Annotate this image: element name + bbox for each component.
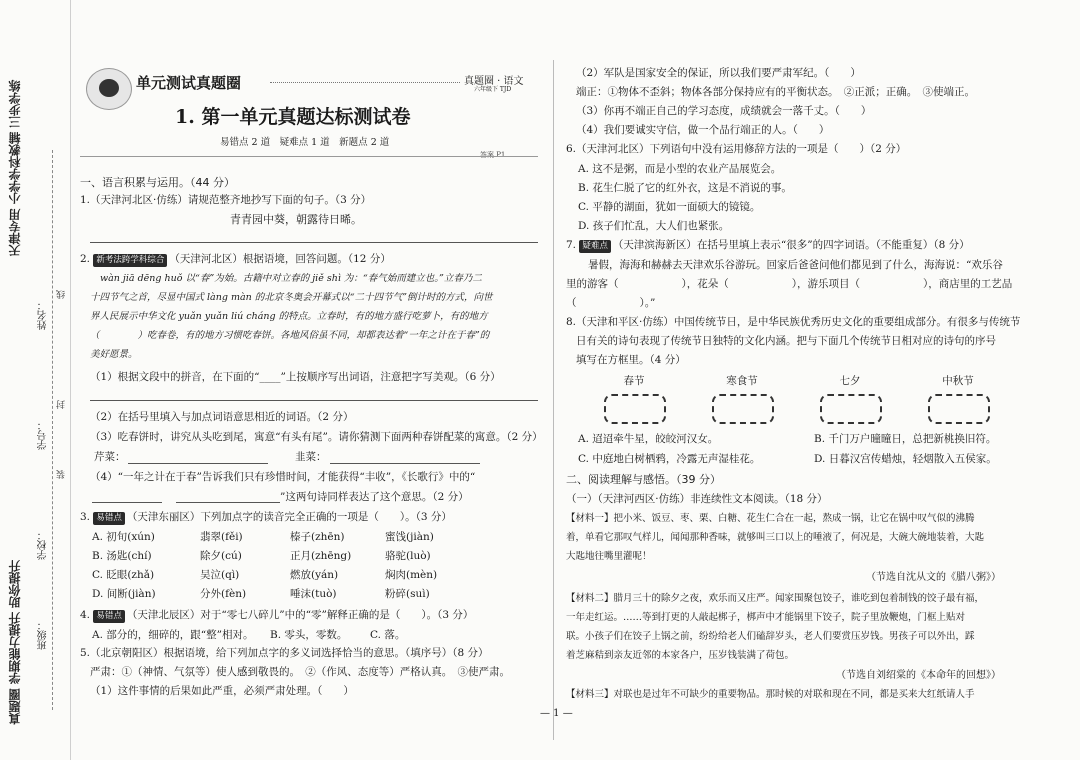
question-7: 7. 疑难点 （天津滨海新区）在括号里填上表示“很多”的四字词语。（不能重复）（8 分） — [566, 239, 970, 251]
brand-bottom-label: 真题圈 学期能力提升 助你提升 — [8, 560, 22, 725]
poem-d: D. 日暮汉宫传蜡烛，轻烟散入五侯家。 — [814, 453, 997, 465]
q3-option-cell: 唾沫(tuò) — [290, 588, 337, 600]
q7-passage-3: （ ）。” — [566, 297, 656, 309]
festival-label-hanshi: 寒食节 — [726, 375, 758, 387]
q3-option-cell: 除夕(cú) — [200, 550, 242, 562]
question-5: 5.（北京朝阳区）根据语境，给下列加点字的多义词选择恰当的意思。（填序号）（8 分） — [80, 647, 489, 659]
sub-section-1: （一）（天津河西区·仿练）非连续性文本阅读。（18 分） — [566, 493, 828, 505]
q2-text: （天津河北区）根据语境，回答问题。（12 分） — [169, 253, 391, 265]
q3-option-cell: C. 眨眼(zhǎ) — [92, 569, 155, 581]
exam-title: 1. 第一单元真题达标测试卷 — [175, 106, 411, 128]
right-column — [566, 0, 1034, 760]
question-6: 6.（天津河北区）下列语句中没有运用修辞方法的一项是（ ）（2 分） — [566, 143, 907, 155]
q2-poem-line-b — [176, 502, 280, 503]
field-class: 班级： — [38, 620, 49, 650]
q6-option-d: D. 孩子们忙乱，大人们也紧张。 — [578, 220, 730, 232]
q5-definitions: 严肃：①（神情、气氛等）使人感到敬畏的。 ②（作风、态度等）严格认真。 ③使严肃。 — [90, 666, 510, 678]
material-2-line-3: 联。小孩子们在饺子上锅之前，纷纷给老人们磕辞岁头，老人们要赏压岁钱。男孩子可以外出，踩 — [566, 631, 975, 642]
field-name: 姓名： — [38, 300, 49, 330]
q3-option-cell: 分外(fèn) — [200, 588, 247, 600]
poem-a: A. 迢迢牵牛星，皎皎河汉女。 — [578, 433, 719, 445]
section-1-heading: 一、语言积累与运用。（44 分） — [80, 176, 235, 189]
q3-option-cell: 吴泣(qì) — [200, 569, 240, 581]
tear-mark: 装 — [57, 470, 67, 479]
material-2-line-4: 着芝麻秸到亲友近邻的本家各户，压岁钱装满了荷包。 — [566, 650, 795, 661]
q8-line-2: 日有关的诗句表现了传统节日独特的文化内涵。把与下面几个传统节日相对应的诗句的序号 — [576, 335, 996, 347]
answer-box-midautumn[interactable] — [928, 394, 990, 424]
field-number: 学号： — [38, 420, 49, 450]
section-2-heading: 二、阅读理解与感悟。（39 分） — [566, 473, 721, 486]
q2-tag: 新考法跨学科综合 — [93, 254, 167, 267]
q2-passage-line-1: wàn jiā dēng huǒ 以“春”为始。古籍中对立春的 jiě shì 为：“春气始而建立也。”立春乃二 — [100, 273, 482, 284]
q2-sub-2: （2）在括号里填入与加点词语意思相近的词语。（2 分） — [90, 411, 354, 423]
q2-passage-line-2: 十四节气之首，尽显中国式 làng màn 的北京冬奥会开幕式以“二十四节气”倒计时的方式，向世 — [90, 292, 493, 303]
festival-label-spring: 春节 — [623, 375, 645, 387]
festival-label-qixi: 七夕 — [839, 375, 861, 387]
q2-sub-3-celery: 芹菜： — [94, 451, 126, 463]
q3-tag: 易错点 — [93, 512, 125, 525]
q7-text: （天津滨海新区）在括号里填上表示“很多”的四字词语。（不能重复）（8 分） — [612, 239, 970, 251]
q7-tag: 疑难点 — [579, 240, 611, 253]
left-column — [80, 0, 543, 760]
q2-sub-1: （1）根据文段中的拼音，在下面的“____”上按顺序写出词语，注意把字写美观。（6 分） — [90, 371, 501, 383]
q5-definitions-2: 端正：①物体不歪斜；物体各部分保持应有的平衡状态。 ②正派；正确。 ③使端正。 — [576, 86, 975, 98]
answer-reference: 答案 P1 — [480, 151, 506, 159]
series-title: 单元测试真题圈 — [136, 74, 242, 92]
q6-option-a: A. 这不是粥，而是小型的农业产品展览会。 — [578, 163, 782, 175]
q2-passage-line-4: （ ）吃春卷，有的地方习惯吃春饼。各地风俗虽不同，却都表达着“一年之计在于春”的 — [90, 330, 490, 341]
answer-box-hanshi[interactable] — [712, 394, 774, 424]
q3-option-cell: 蜜饯(jiàn) — [385, 531, 434, 543]
answer-box-spring[interactable] — [604, 394, 666, 424]
page-number: — 1 — — [540, 708, 573, 719]
binding-cut-line — [52, 150, 53, 710]
question-2: 2. 新考法跨学科综合 （天津河北区）根据语境，回答问题。（12 分） — [80, 253, 391, 265]
material-2-source: （节选自刘绍棠的《本命年的回想》） — [836, 670, 1001, 681]
material-1-line-1: 【材料一】把小米、饭豆、枣、栗、白糖、花生仁合在一起，熬成一锅，让它在锅中叹气似的沸腾 — [566, 513, 975, 524]
q2-sub-3-leek: 韭菜： — [295, 451, 327, 463]
fold-mark: 线 — [57, 290, 67, 299]
q2-sub-3: （3）吃春饼时，讲究从头吃到尾，寓意“有头有尾”。请你猜测下面两种春饼配菜的寓意。（2 分） — [90, 431, 543, 443]
question-4: 4. 易错点 （天津北辰区）对于“零七八碎儿”中的“零”解释正确的是（ ）。（3 分） — [80, 609, 474, 621]
q2-writing-line — [90, 400, 538, 401]
brand-top-label: 天津专用 小学学科教辅 三步学练 — [8, 80, 22, 257]
q2-poem-line-a — [92, 502, 162, 503]
q2-passage-line-5: 美好愿景。 — [90, 349, 138, 360]
q1-sentence: 青青园中葵，朝露待日晞。 — [230, 213, 362, 226]
material-1-line-3: 大匙地往嘴里灌呢！ — [566, 551, 652, 562]
material-1-source: （节选自沈从文的《腊八粥》） — [866, 572, 1001, 583]
q2-passage-line-3: 界人民展示中华文化 yuǎn yuǎn liú cháng 的特点。立春时，有的地方盛行吃萝卜，有的地方 — [90, 311, 488, 322]
question-1: 1.（天津河北区·仿练）请规范整齐地抄写下面的句子。（3 分） — [80, 194, 372, 206]
q5-sub-3: （3）你再不端正自己的学习态度，成绩就会一落千丈。（ ） — [576, 105, 872, 117]
question-3: 3. 易错点 （天津东丽区）下列加点字的读音完全正确的一项是（ ）。（3 分） — [80, 511, 452, 523]
q3-option-cell: 榛子(zhēn) — [290, 531, 345, 543]
q2-sub-4-end: ”这两句诗同样表达了这个意思。（2 分） — [280, 491, 469, 503]
q3-option-cell: 翡翠(fěi) — [200, 531, 243, 543]
celery-answer-line — [128, 463, 268, 464]
q4-tag: 易错点 — [93, 610, 125, 623]
field-school: 学校： — [38, 530, 49, 560]
question-8: 8.（天津和平区·仿练）中国传统节日，是中华民族优秀历史文化的重要组成部分。有很多与传统节 — [566, 316, 1021, 328]
q4-option-c: C. 落。 — [370, 629, 406, 641]
poem-c: C. 中庭地白树栖鸦，冷露无声湿桂花。 — [578, 453, 761, 465]
q5-sub-2: （2）军队是国家安全的保证，所以我们要严肃军纪。（ ） — [576, 67, 861, 79]
q6-option-b: B. 花生仁脱了它的红外衣，这是不消说的事。 — [578, 182, 792, 194]
q3-text: （天津东丽区）下列加点字的读音完全正确的一项是（ ）。（3 分） — [126, 511, 452, 523]
answer-box-qixi[interactable] — [820, 394, 882, 424]
difficulty-meta: 易错点 2 道 疑难点 1 道 新题点 2 道 — [220, 137, 390, 148]
material-3-line-1: 【材料三】对联也是过年不可缺少的重要物品。那时候的对联和现在不同，都是买来大红纸请人手 — [566, 689, 975, 700]
column-divider — [553, 60, 554, 740]
festival-label-midautumn: 中秋节 — [942, 375, 974, 387]
q4-text: （天津北辰区）对于“零七八碎儿”中的“零”解释正确的是（ ）。（3 分） — [126, 609, 474, 621]
q3-option-cell: D. 间断(jiàn) — [92, 588, 156, 600]
q3-option-cell: 焖肉(mèn) — [385, 569, 438, 581]
q3-option-cell: 粉碎(suì) — [385, 588, 430, 600]
q3-option-cell: A. 初旬(xún) — [92, 531, 155, 543]
leek-answer-line — [330, 463, 480, 464]
q3-option-cell: 骆驼(luò) — [385, 550, 431, 562]
q4-option-a: A. 部分的，细碎的，跟“整”相对。 — [92, 629, 254, 641]
q7-passage-2: 里的游客（ ），花朵（ ），游乐项目（ ），商店里的工艺品 — [566, 278, 1013, 290]
material-1-line-2: 着，单看它那叹气样儿，闻闻那种香味，就够叫三口以上的唾液了，何况是，大碗大碗地装着，大匙 — [566, 532, 985, 543]
q7-passage-1: 暑假，海海和赫赫去天津欢乐谷游玩。回家后爸爸问他们都见到了什么，海海说：“欢乐谷 — [588, 259, 1003, 271]
q3-option-cell: 正月(zhēng) — [290, 550, 352, 562]
binding-sidebar — [0, 0, 71, 760]
material-2-line-2: 一年走红运。……等到打更的人敲起梆子，梆声中才能锅里下饺子，院子里放鞭炮，门框上贴对 — [566, 612, 966, 623]
q8-line-3: 填写在方框里。（4 分） — [576, 354, 686, 366]
q4-option-b: B. 零头，零数。 — [270, 629, 348, 641]
grade-tag: 六年级下 TJD — [474, 86, 512, 93]
poem-b: B. 千门万户曈曈日，总把新桃换旧符。 — [814, 433, 997, 445]
q2-sub-4: （4）“一年之计在于春”告诉我们只有珍惜时间，才能获得“丰收”，《长歌行》中的“ — [90, 471, 476, 483]
material-2-line-1: 【材料二】腊月三十的除夕之夜，欢乐而又庄严。闻家围聚包饺子，谁吃到包着制钱的饺子最有福， — [566, 593, 985, 604]
q3-option-cell: B. 汤匙(chí) — [92, 550, 152, 562]
q5-sub-4: （4）我们要诚实守信，做一个品行端正的人。（ ） — [576, 124, 830, 136]
seal-mark: 封 — [57, 400, 67, 409]
q1-writing-line — [90, 242, 538, 243]
q3-option-cell: 燃放(yán) — [290, 569, 339, 581]
q6-option-c: C. 平静的湖面，犹如一面硕大的镜镜。 — [578, 201, 761, 213]
subject-tag: 真题圈 · 语文 — [464, 76, 524, 87]
q5-sub-1: （1）这件事情的后果如此严重，必须严肃处理。（ ） — [90, 685, 354, 697]
